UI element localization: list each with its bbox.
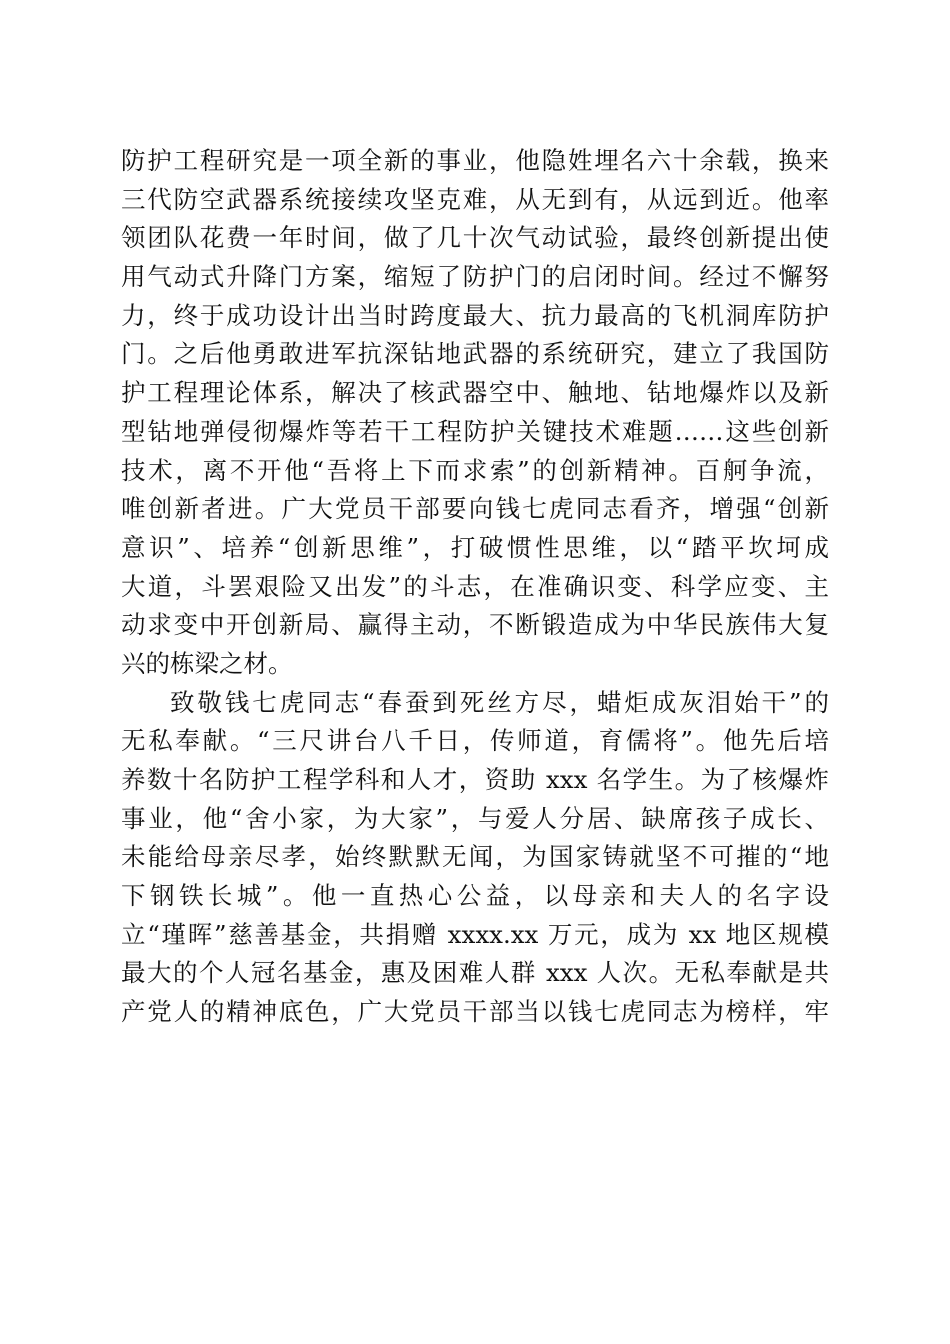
text-line: 用气动式升降门方案，缩短了防护门的启闭时间。经过不懈努 xyxy=(121,262,829,292)
text-line: 技术，离不开他“吾将上下而求索”的创新精神。百舸争流， xyxy=(121,455,829,485)
text-line: 产党人的精神底色，广大党员干部当以钱七虎同志为榜样，牢 xyxy=(121,997,829,1027)
text-line: 致敬钱七虎同志“春蚕到死丝方尽，蜡炬成灰泪始干”的 xyxy=(170,687,829,717)
text-line: 无私奉献。“三尺讲台八千日，传师道，育儒将”。他先后培 xyxy=(121,726,829,756)
text-line: 动求变中开创新局、赢得主动，不断锻造成为中华民族伟大复 xyxy=(121,610,829,640)
text-line: 领团队花费一年时间，做了几十次气动试验，最终创新提出使 xyxy=(121,223,829,253)
text-line: 三代防空武器系统接续攻坚克难，从无到有，从远到近。他率 xyxy=(121,184,829,214)
document-body xyxy=(121,142,829,1032)
paragraph-dedication xyxy=(121,684,829,1032)
text-line: 兴的栋梁之材。 xyxy=(121,648,293,678)
text-line: 护工程理论体系，解决了核武器空中、触地、钻地爆炸以及新 xyxy=(121,378,829,408)
text-line: 大道，斗罢艰险又出发”的斗志，在准确识变、科学应变、主 xyxy=(121,571,829,601)
text-line: 唯创新者进。广大党员干部要向钱七虎同志看齐，增强“创新 xyxy=(121,494,829,524)
text-line: 型钻地弹侵彻爆炸等若干工程防护关键技术难题……这些创新 xyxy=(121,416,829,446)
text-line: 意识”、培养“创新思维”，打破惯性思维，以“踏平坎坷成 xyxy=(121,532,829,562)
text-line: 力，终于成功设计出当时跨度最大、抗力最高的飞机洞库防护 xyxy=(121,300,829,330)
text-line: 门。之后他勇敢进军抗深钻地武器的系统研究，建立了我国防 xyxy=(121,339,829,369)
text-line: 未能给母亲尽孝，始终默默无闻，为国家铸就坚不可摧的“地 xyxy=(121,842,829,872)
text-line: 事业，他“舍小家，为大家”，与爱人分居、缺席孩子成长、 xyxy=(121,803,829,833)
text-line: 最大的个人冠名基金，惠及困难人群 xxx 人次。无私奉献是共 xyxy=(121,958,829,988)
text-line: 下钢铁长城”。他一直热心公益，以母亲和夫人的名字设 xyxy=(121,881,829,911)
text-line: 养数十名防护工程学科和人才，资助 xxx 名学生。为了核爆炸 xyxy=(121,765,829,794)
text-line: 立“瑾晖”慈善基金，共捐赠 xxxx.xx 万元，成为 xx 地区规模 xyxy=(121,919,829,949)
text-line: 防护工程研究是一项全新的事业，他隐姓埋名六十余载，换来 xyxy=(121,146,829,175)
paragraph-innovation xyxy=(121,142,829,684)
